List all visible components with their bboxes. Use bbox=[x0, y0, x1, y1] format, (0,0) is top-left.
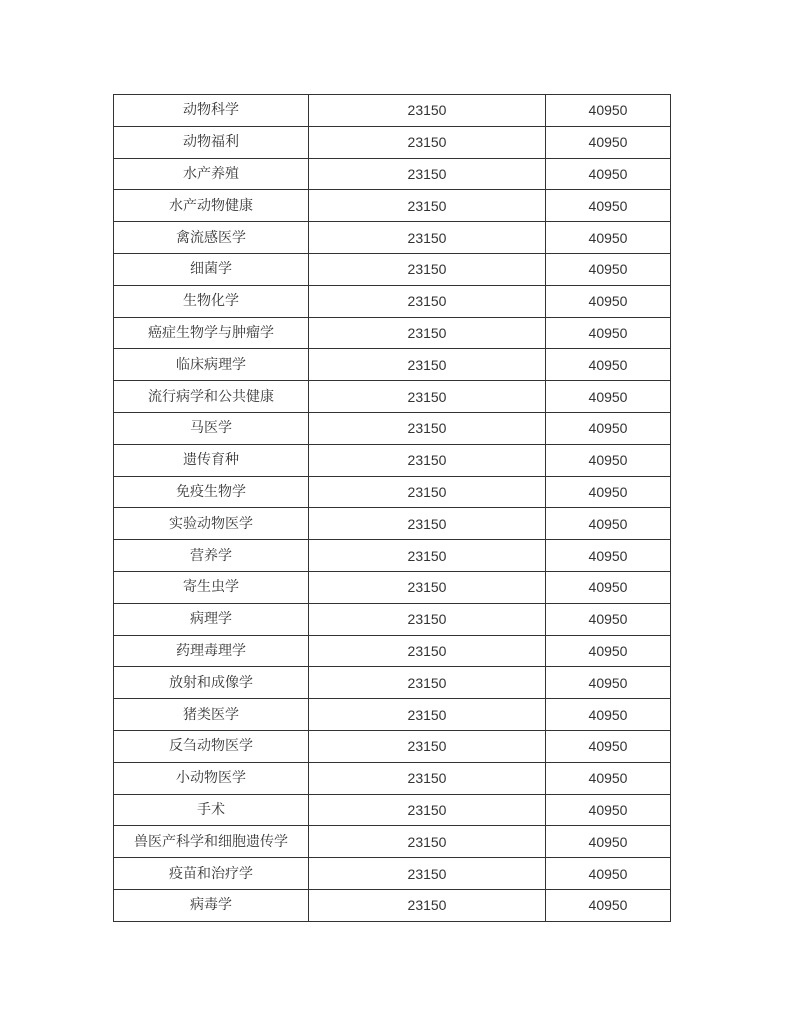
program-name-cell: 临床病理学 bbox=[114, 349, 309, 381]
fee-value-cell-2: 40950 bbox=[546, 476, 671, 508]
fee-value-cell-2: 40950 bbox=[546, 285, 671, 317]
program-name-cell: 寄生虫学 bbox=[114, 571, 309, 603]
table-row bbox=[114, 158, 671, 190]
fee-value-cell-1: 23150 bbox=[309, 858, 546, 890]
fee-value-cell-1: 23150 bbox=[309, 571, 546, 603]
program-name-cell: 疫苗和治疗学 bbox=[114, 858, 309, 890]
fee-value-cell-1: 23150 bbox=[309, 222, 546, 254]
fee-value-cell-2: 40950 bbox=[546, 730, 671, 762]
program-name-cell: 水产动物健康 bbox=[114, 190, 309, 222]
document-table-container bbox=[113, 94, 671, 922]
fee-value-cell-1: 23150 bbox=[309, 540, 546, 572]
program-name-cell: 遗传育种 bbox=[114, 444, 309, 476]
table-row bbox=[114, 826, 671, 858]
program-name-cell: 细菌学 bbox=[114, 253, 309, 285]
program-name-cell: 手术 bbox=[114, 794, 309, 826]
fee-value-cell-1: 23150 bbox=[309, 190, 546, 222]
fee-value-cell-1: 23150 bbox=[309, 508, 546, 540]
program-name-cell: 禽流感医学 bbox=[114, 222, 309, 254]
table-body bbox=[114, 95, 671, 922]
fee-value-cell-1: 23150 bbox=[309, 889, 546, 921]
table-row bbox=[114, 794, 671, 826]
table-row bbox=[114, 95, 671, 127]
table-row bbox=[114, 126, 671, 158]
fee-value-cell-1: 23150 bbox=[309, 794, 546, 826]
table-row bbox=[114, 190, 671, 222]
program-name-cell: 放射和成像学 bbox=[114, 667, 309, 699]
table-row bbox=[114, 444, 671, 476]
table-row bbox=[114, 508, 671, 540]
fee-value-cell-1: 23150 bbox=[309, 381, 546, 413]
fee-value-cell-2: 40950 bbox=[546, 444, 671, 476]
fee-value-cell-1: 23150 bbox=[309, 762, 546, 794]
fee-value-cell-1: 23150 bbox=[309, 158, 546, 190]
table-row bbox=[114, 699, 671, 731]
table-row bbox=[114, 381, 671, 413]
fee-value-cell-1: 23150 bbox=[309, 285, 546, 317]
program-name-cell: 病理学 bbox=[114, 603, 309, 635]
program-name-cell: 兽医产科学和细胞遗传学 bbox=[114, 826, 309, 858]
fee-value-cell-2: 40950 bbox=[546, 190, 671, 222]
fee-value-cell-2: 40950 bbox=[546, 858, 671, 890]
fee-value-cell-2: 40950 bbox=[546, 349, 671, 381]
fee-value-cell-1: 23150 bbox=[309, 635, 546, 667]
fee-value-cell-1: 23150 bbox=[309, 826, 546, 858]
fee-value-cell-2: 40950 bbox=[546, 826, 671, 858]
program-name-cell: 动物科学 bbox=[114, 95, 309, 127]
table-row bbox=[114, 635, 671, 667]
program-name-cell: 实验动物医学 bbox=[114, 508, 309, 540]
fee-value-cell-1: 23150 bbox=[309, 444, 546, 476]
fee-value-cell-2: 40950 bbox=[546, 95, 671, 127]
table-row bbox=[114, 540, 671, 572]
fee-value-cell-2: 40950 bbox=[546, 508, 671, 540]
fee-value-cell-2: 40950 bbox=[546, 794, 671, 826]
fee-value-cell-2: 40950 bbox=[546, 762, 671, 794]
tuition-table bbox=[113, 94, 671, 922]
program-name-cell: 水产养殖 bbox=[114, 158, 309, 190]
fee-value-cell-2: 40950 bbox=[546, 126, 671, 158]
table-row bbox=[114, 317, 671, 349]
fee-value-cell-1: 23150 bbox=[309, 317, 546, 349]
fee-value-cell-2: 40950 bbox=[546, 253, 671, 285]
table-row bbox=[114, 571, 671, 603]
fee-value-cell-2: 40950 bbox=[546, 222, 671, 254]
program-name-cell: 生物化学 bbox=[114, 285, 309, 317]
fee-value-cell-2: 40950 bbox=[546, 889, 671, 921]
table-row bbox=[114, 349, 671, 381]
fee-value-cell-1: 23150 bbox=[309, 699, 546, 731]
table-row bbox=[114, 603, 671, 635]
program-name-cell: 营养学 bbox=[114, 540, 309, 572]
fee-value-cell-1: 23150 bbox=[309, 476, 546, 508]
fee-value-cell-2: 40950 bbox=[546, 603, 671, 635]
fee-value-cell-1: 23150 bbox=[309, 730, 546, 762]
fee-value-cell-1: 23150 bbox=[309, 667, 546, 699]
program-name-cell: 癌症生物学与肿瘤学 bbox=[114, 317, 309, 349]
fee-value-cell-2: 40950 bbox=[546, 699, 671, 731]
table-row bbox=[114, 858, 671, 890]
fee-value-cell-2: 40950 bbox=[546, 381, 671, 413]
program-name-cell: 马医学 bbox=[114, 412, 309, 444]
fee-value-cell-1: 23150 bbox=[309, 95, 546, 127]
table-row bbox=[114, 412, 671, 444]
fee-value-cell-2: 40950 bbox=[546, 412, 671, 444]
fee-value-cell-2: 40950 bbox=[546, 317, 671, 349]
table-row bbox=[114, 889, 671, 921]
fee-value-cell-2: 40950 bbox=[546, 667, 671, 699]
fee-value-cell-1: 23150 bbox=[309, 412, 546, 444]
fee-value-cell-2: 40950 bbox=[546, 158, 671, 190]
program-name-cell: 病毒学 bbox=[114, 889, 309, 921]
program-name-cell: 药理毒理学 bbox=[114, 635, 309, 667]
table-row bbox=[114, 222, 671, 254]
fee-value-cell-1: 23150 bbox=[309, 126, 546, 158]
program-name-cell: 流行病学和公共健康 bbox=[114, 381, 309, 413]
fee-value-cell-2: 40950 bbox=[546, 635, 671, 667]
fee-value-cell-1: 23150 bbox=[309, 603, 546, 635]
table-row bbox=[114, 476, 671, 508]
program-name-cell: 小动物医学 bbox=[114, 762, 309, 794]
fee-value-cell-1: 23150 bbox=[309, 349, 546, 381]
table-row bbox=[114, 253, 671, 285]
table-row bbox=[114, 730, 671, 762]
program-name-cell: 猪类医学 bbox=[114, 699, 309, 731]
fee-value-cell-2: 40950 bbox=[546, 571, 671, 603]
program-name-cell: 反刍动物医学 bbox=[114, 730, 309, 762]
table-row bbox=[114, 762, 671, 794]
table-row bbox=[114, 285, 671, 317]
table-row bbox=[114, 667, 671, 699]
program-name-cell: 动物福利 bbox=[114, 126, 309, 158]
program-name-cell: 免疫生物学 bbox=[114, 476, 309, 508]
fee-value-cell-2: 40950 bbox=[546, 540, 671, 572]
fee-value-cell-1: 23150 bbox=[309, 253, 546, 285]
